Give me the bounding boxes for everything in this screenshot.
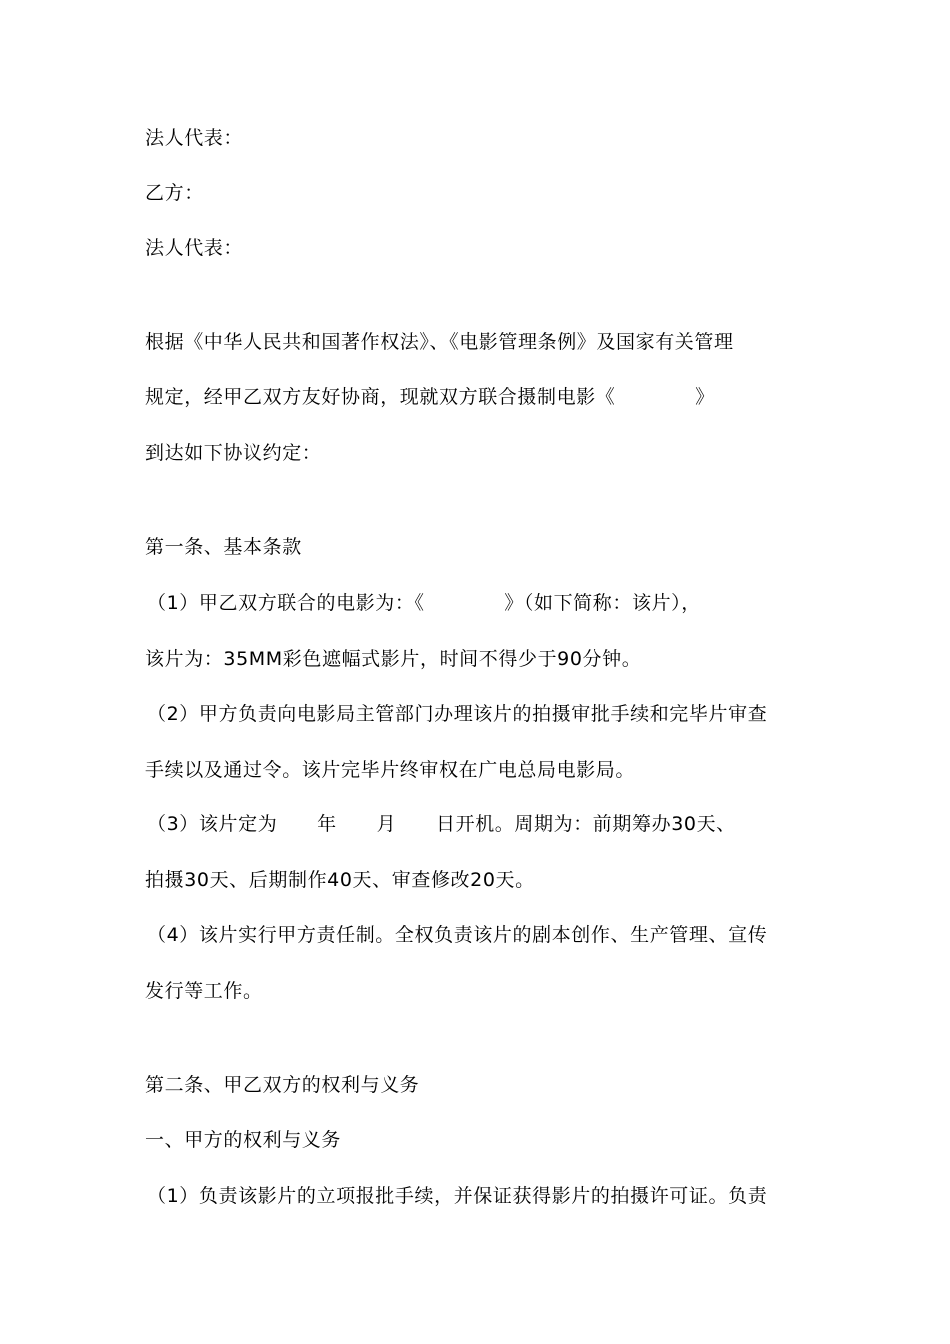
article-1-item-2-line-2: 手续以及通过令。该片完毕片终审权在广电总局电影局。 bbox=[145, 759, 636, 781]
party-b-legal-rep-label: 法人代表： bbox=[145, 237, 244, 259]
article-1-item-3-line-1: （3）该片定为 年 月 日开机。周期为：前期筹办30天、 bbox=[147, 813, 736, 835]
article-1-item-2-line-1: （2）甲方负责向电影局主管部门办理该片的拍摄审批手续和完毕片审查 bbox=[147, 703, 768, 725]
party-a-item-1-line-1: （1）负责该影片的立项报批手续，并保证获得影片的拍摄许可证。负责 bbox=[147, 1185, 768, 1207]
article-1-item-1-line-1: （1）甲乙双方联合的电影为：《 》（如下简称：该片）， bbox=[147, 592, 701, 614]
party-b-label: 乙方： bbox=[145, 182, 204, 204]
article-1-item-4-line-2: 发行等工作。 bbox=[145, 980, 263, 1002]
article-1-item-4-line-1: （4）该片实行甲方责任制。全权负责该片的剧本创作、生产管理、宣传 bbox=[147, 924, 768, 946]
article-2-heading: 第二条、甲乙双方的权利与义务 bbox=[145, 1074, 420, 1096]
preamble-line-1: 根据《中华人民共和国著作权法》、《电影管理条例》及国家有关管理 bbox=[145, 331, 734, 353]
article-1-item-3-line-2: 拍摄30天、后期制作40天、审查修改20天。 bbox=[145, 869, 535, 891]
section-party-a-heading: 一、甲方的权利与义务 bbox=[145, 1129, 342, 1151]
preamble-line-3: 到达如下协议约定： bbox=[145, 442, 322, 464]
article-1-heading: 第一条、基本条款 bbox=[145, 536, 302, 558]
preamble-line-2: 规定，经甲乙双方友好协商，现就双方联合摄制电影《 》 bbox=[145, 386, 715, 408]
article-1-item-1-line-2: 该片为：35MM彩色遮幅式影片，时间不得少于90分钟。 bbox=[145, 648, 642, 670]
party-a-legal-rep-label: 法人代表： bbox=[145, 127, 244, 149]
